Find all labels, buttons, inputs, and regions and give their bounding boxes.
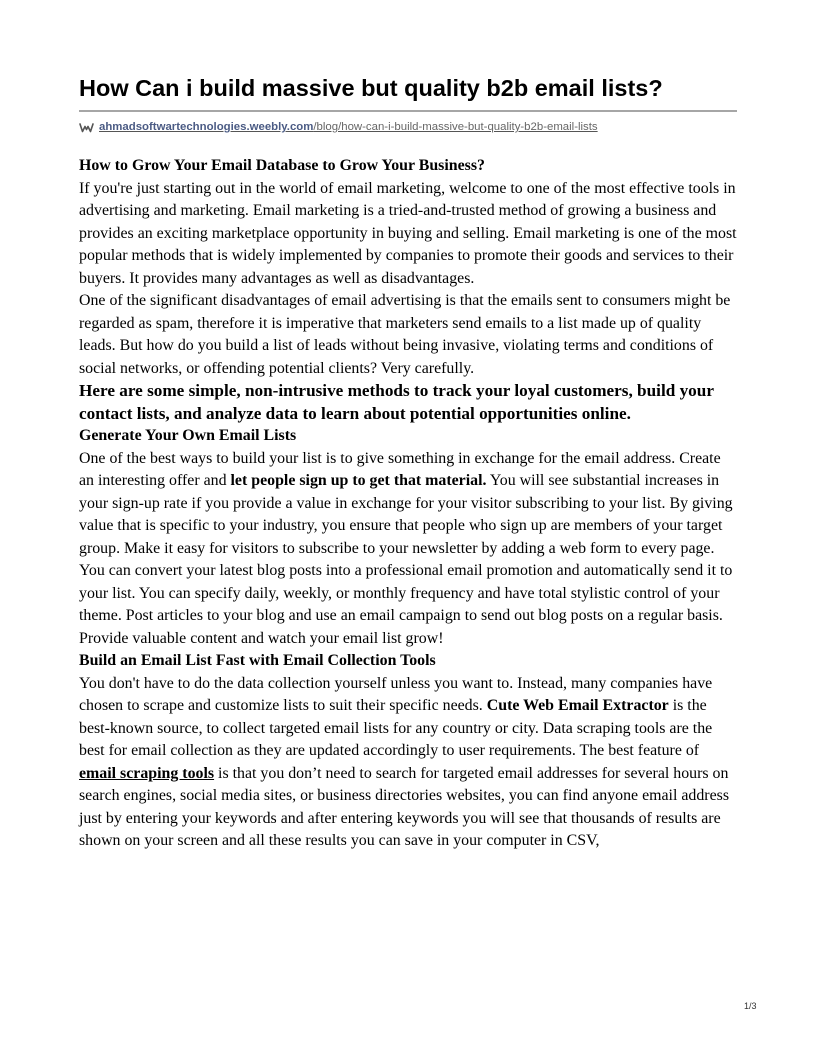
text-segment: is the best-known source, to collect targeted email lists for any country or city. Data scraping tools are the best for email collection as they are updated accordingly to user requirements. The best feature of xyxy=(79,697,713,759)
bold-signup: let people sign up to get that material. xyxy=(230,472,487,489)
paragraph-generate-lists xyxy=(79,448,739,561)
email-scraping-tools-link[interactable]: email scraping tools xyxy=(79,764,215,782)
page-number: 1/3 xyxy=(744,1001,757,1011)
paragraph-spam-disadvantage: One of the significant disadvantages of email advertising is that the emails sent to consumers might be regarded as spam, therefore it is imperative that marketers send emails to a list made up of quality leads. But how do you build a list of leads without being invasive, violating terms and conditions of social networks, or offending potential clients? Very carefully. xyxy=(79,292,731,377)
text-segment: You don't have to do the data collection yourself unless you want to. Instead, many companies have chosen to scrape and customize lists to suit their specific needs. xyxy=(79,674,713,714)
source-path: /blog/how-can-i-build-massive-but-quality-b2b-email-lists xyxy=(313,121,598,133)
heading-grow-email-database: How to Grow Your Email Database to Grow Your Business? xyxy=(79,157,485,174)
page-title: How Can i build massive but quality b2b email lists? xyxy=(79,75,663,101)
text-segment: is that you don’t need to search for targeted email addresses for several hours on search engines, social media sites, or business directories websites, you can find anyone email address just by entering your keywords and after entering keywords you will see that thousands of results are shown on your screen and all these results you can save in your computer in CSV, xyxy=(79,764,730,849)
paragraph-collection-tools xyxy=(79,673,739,853)
article-body xyxy=(79,155,739,853)
weebly-icon xyxy=(79,122,94,133)
title-divider xyxy=(79,110,737,112)
heading-generate-lists: Generate Your Own Email Lists xyxy=(79,427,297,444)
heading-collection-tools: Build an Email List Fast with Email Collection Tools xyxy=(79,652,436,669)
source-domain: ahmadsoftwartechnologies.weebly.com xyxy=(99,121,314,133)
lead-methods: Here are some simple, non-intrusive methods to track your loyal customers, build your contact lists, and analyze data to learn about potential opportunities online. xyxy=(79,381,714,423)
source-link[interactable] xyxy=(99,121,598,133)
paragraph-blog-posts: You can convert your latest blog posts into a professional email promotion and automatically send it to your list. You can specify daily, weekly, or monthly frequency and have total stylistic control of your theme. Post articles to your blog and use an email campaign to send out blog posts on a regular basis. Provide valuable content and watch your email list grow! xyxy=(79,562,733,647)
source-url xyxy=(79,117,598,137)
bold-cute-web-email-extractor: Cute Web Email Extractor xyxy=(486,697,669,714)
text-segment: You will see substantial increases in your sign-up rate if you provide a value in exchange for your visitor subscribing to your list. By giving value that is specific to your industry, you ensure that people who sign up are members of your target group. Make it easy for visitors to subscribe to your newsletter by adding a web form to every page. xyxy=(79,472,733,557)
paragraph-intro: If you're just starting out in the world of email marketing, welcome to one of the most effective tools in advertising and marketing. Email marketing is a tried-and-trusted method of growing a business and provides an exciting marketplace opportunity in buying and selling. Email marketing is one of the most popular methods that is widely implemented by companies to promote their goods and services to their buyers. It provides many advantages as well as disadvantages. xyxy=(79,179,737,287)
text-segment: One of the best ways to build your list is to give something in exchange for the email address. Create an interesting offer and xyxy=(79,449,721,489)
